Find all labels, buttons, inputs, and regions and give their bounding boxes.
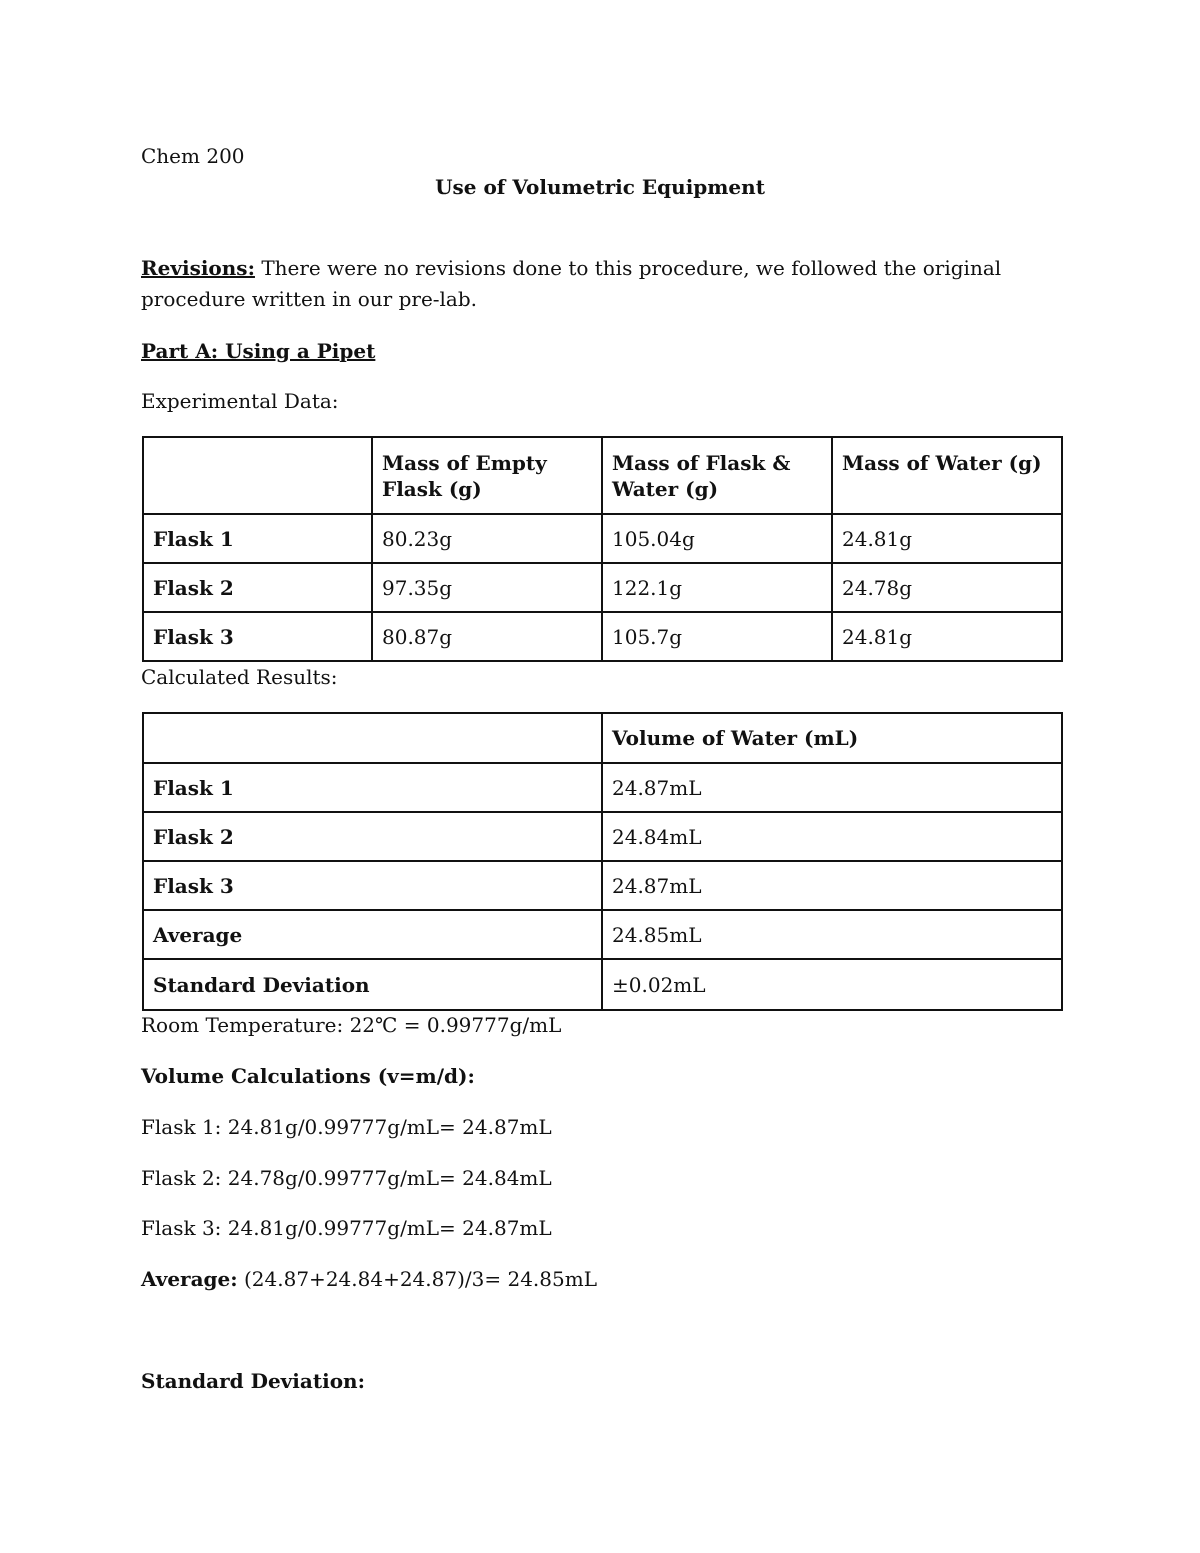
table-cell: 97.35g	[372, 563, 602, 612]
table-row-label: Flask 1	[143, 514, 372, 563]
table-row	[143, 763, 1062, 812]
calculation-line: Flask 1: 24.81g/0.99777g/mL= 24.87mL	[141, 1115, 552, 1139]
calculation-line: Flask 3: 24.81g/0.99777g/mL= 24.87mL	[141, 1216, 552, 1240]
table-row-label: Flask 2	[143, 812, 602, 861]
average-label: Average:	[141, 1267, 238, 1291]
table-cell: 24.78g	[832, 563, 1062, 612]
revisions-label: Revisions:	[141, 256, 255, 280]
table-header-cell: Mass of Flask & Water (g)	[602, 437, 832, 514]
calculated-results-table	[142, 712, 1063, 1011]
table-cell: 122.1g	[602, 563, 832, 612]
average-calculation-line	[141, 1266, 597, 1292]
average-calculation: (24.87+24.84+24.87)/3= 24.85mL	[244, 1267, 597, 1291]
table-header-cell	[143, 437, 372, 514]
revisions-text: There were no revisions done to this procedure, we followed the original procedure written in our pre-lab.	[141, 256, 1002, 311]
table-row-label: Average	[143, 910, 602, 959]
table-cell: ±0.02mL	[602, 959, 1062, 1010]
table-row	[143, 959, 1062, 1010]
table-header-cell: Volume of Water (mL)	[602, 713, 1062, 763]
table-cell: 24.81g	[832, 514, 1062, 563]
table-row-label: Flask 3	[143, 612, 372, 661]
table-row-label: Flask 1	[143, 763, 602, 812]
table-header-cell: Mass of Water (g)	[832, 437, 1062, 514]
course-name: Chem 200	[141, 144, 245, 168]
table-row	[143, 861, 1062, 910]
table-cell: 24.81g	[832, 612, 1062, 661]
document-title: Use of Volumetric Equipment	[435, 175, 765, 199]
room-temperature-line: Room Temperature: 22℃ = 0.99777g/mL	[141, 1013, 562, 1037]
experimental-data-table	[142, 436, 1063, 662]
table-row-label: Standard Deviation	[143, 959, 602, 1010]
table-cell: 24.85mL	[602, 910, 1062, 959]
calculation-line: Flask 2: 24.78g/0.99777g/mL= 24.84mL	[141, 1166, 552, 1190]
revisions-paragraph	[141, 253, 1061, 315]
table-row	[143, 563, 1062, 612]
table-cell: 105.04g	[602, 514, 832, 563]
table-row	[143, 812, 1062, 861]
table-row-label: Flask 2	[143, 563, 372, 612]
table-header-cell: Mass of Empty Flask (g)	[372, 437, 602, 514]
table-cell: 80.23g	[372, 514, 602, 563]
table-cell: 24.84mL	[602, 812, 1062, 861]
table-cell: 24.87mL	[602, 763, 1062, 812]
table-row	[143, 910, 1062, 959]
part-a-heading: Part A: Using a Pipet	[141, 339, 376, 363]
table-cell: 24.87mL	[602, 861, 1062, 910]
calculated-results-label: Calculated Results:	[141, 665, 338, 689]
table-row-label: Flask 3	[143, 861, 602, 910]
standard-deviation-heading: Standard Deviation:	[141, 1369, 365, 1393]
volume-calculations-heading: Volume Calculations (v=m/d):	[141, 1064, 475, 1088]
table-row	[143, 514, 1062, 563]
table-cell: 80.87g	[372, 612, 602, 661]
table-header-cell	[143, 713, 602, 763]
table-row	[143, 612, 1062, 661]
experimental-data-label: Experimental Data:	[141, 389, 339, 413]
table-header-row	[143, 437, 1062, 514]
table-cell: 105.7g	[602, 612, 832, 661]
table-header-row	[143, 713, 1062, 763]
